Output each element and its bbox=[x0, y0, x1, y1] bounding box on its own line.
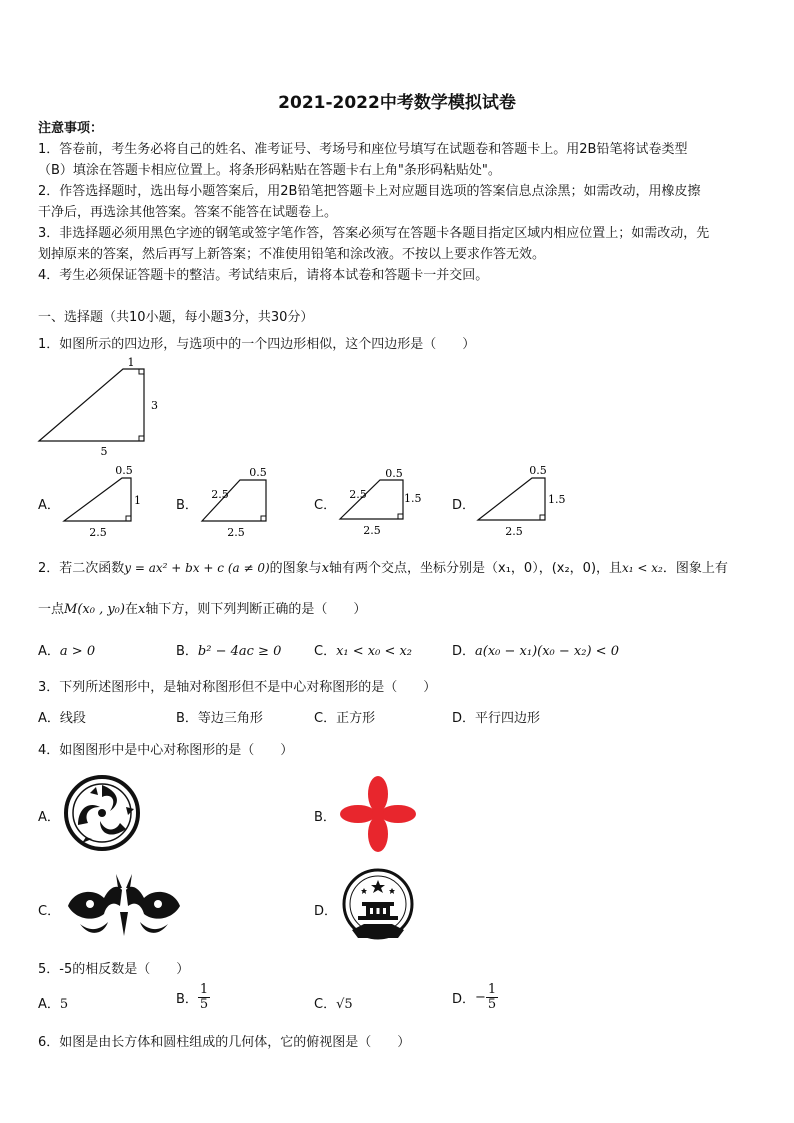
q1-option-c-figure bbox=[336, 462, 426, 542]
q2-option-d: D．a(x₀ − x₁)(x₀ − x₂) < 0 bbox=[452, 644, 619, 659]
red-four-petal-flower-icon bbox=[336, 772, 420, 856]
q2-function: y = ax² + bx + c (a ≠ 0) bbox=[124, 561, 270, 575]
notice-line: 1．答卷前，考生务必将自己的姓名、准考证号、考场号和座位号填写在试题卷和答题卡上。用2B铅笔将试卷类型 bbox=[38, 142, 688, 157]
notice-line: 2．作答选择题时，选出每小题答案后，用2B铅笔把答题卡上对应题目选项的答案信息点涂黑；如需改动，用橡皮擦 bbox=[38, 184, 701, 199]
q3-option-a: A．线段 bbox=[38, 711, 86, 726]
svg-text:2.5: 2.5 bbox=[89, 526, 107, 539]
q5-option-a: A．5 bbox=[38, 997, 69, 1012]
q1-option-b-figure bbox=[198, 462, 288, 542]
q1-bottom-label: 5 bbox=[100, 445, 108, 458]
notice-heading: 注意事项： bbox=[38, 121, 104, 136]
q4-option-b-letter: B． bbox=[314, 810, 336, 825]
svg-text:2.5: 2.5 bbox=[505, 525, 523, 538]
svg-text:0.5: 0.5 bbox=[249, 466, 267, 479]
q3-option-c: C．正方形 bbox=[314, 711, 376, 726]
q3-option-b: B．等边三角形 bbox=[176, 711, 263, 726]
q2-point: M(x₀ , y₀) bbox=[64, 602, 125, 617]
q1-option-c-letter: C． bbox=[314, 498, 337, 513]
question-1-stem: 1．如图所示的四边形，与选项中的一个四边形相似，这个四边形是（ ） bbox=[38, 337, 476, 352]
q4-option-c-letter: C． bbox=[38, 904, 61, 919]
q1-option-b-letter: B． bbox=[176, 498, 198, 513]
q5-option-d: D．− $\frac{1}{5}$ bbox=[452, 982, 497, 1012]
notice-line: 划掉原来的答案，然后再写上新答案；不准使用铅笔和涂改液。不按以上要求作答无效。 bbox=[38, 247, 546, 262]
notice-line: 干净后，再选涂其他答案。答案不能答在试题卷上。 bbox=[38, 205, 338, 220]
q1-main-trapezoid bbox=[36, 355, 166, 460]
svg-text:2.5: 2.5 bbox=[363, 524, 381, 537]
svg-text:0.5: 0.5 bbox=[115, 464, 133, 477]
svg-text:0.5: 0.5 bbox=[529, 464, 547, 477]
q5-option-b: B． $\frac{1}{5}$ bbox=[176, 982, 209, 1012]
question-2-line2: 一点M(x₀ , y₀)在x轴下方，则下列判断正确的是（ ） bbox=[38, 602, 367, 617]
q1-option-d-letter: D． bbox=[452, 498, 476, 513]
twin-birds-papercut-icon bbox=[60, 866, 188, 946]
svg-text:2.5: 2.5 bbox=[349, 488, 367, 501]
svg-text:2.5: 2.5 bbox=[211, 488, 229, 501]
notice-line: （B）填涂在答题卡相应位置上。将条形码粘贴在答题卡右上角"条形码粘贴处"。 bbox=[38, 163, 501, 178]
notice-line: 4．考生必须保证答题卡的整洁。考试结束后，请将本试卷和答题卡一并交回。 bbox=[38, 268, 489, 283]
question-5-stem: 5．-5的相反数是（ ） bbox=[38, 962, 190, 977]
q1-option-a-figure bbox=[60, 462, 150, 542]
svg-text:0.5: 0.5 bbox=[385, 467, 403, 480]
q4-option-d-letter: D． bbox=[314, 904, 338, 919]
q3-option-d: D．平行四边形 bbox=[452, 711, 541, 726]
notice-line: 3．非选择题必须用黑色字迹的钢笔或签字笔作答，答案必须写在答题卡各题目指定区域内相应位置上；如需改动，先 bbox=[38, 226, 710, 241]
question-4-stem: 4．如图图形中是中心对称图形的是（ ） bbox=[38, 743, 294, 758]
question-6-stem: 6．如图是由长方体和圆柱组成的几何体，它的俯视图是（ ） bbox=[38, 1035, 411, 1050]
section-heading: 一、选择题（共10小题，每小题3分，共30分） bbox=[38, 310, 314, 325]
question-3-stem: 3．下列所述图形中，是轴对称图形但不是中心对称图形的是（ ） bbox=[38, 680, 437, 695]
q2-option-c: C．x₁ < x₀ < x₂ bbox=[314, 644, 413, 659]
q5-option-c: C．√5 bbox=[314, 997, 353, 1012]
question-2-line1: 2．若二次函数y = ax² + bx + c (a ≠ 0)的图象与x轴有两个交点，坐标分别是（x₁，0），(x₂，0)，且x₁ < x₂．图象上有 bbox=[38, 561, 728, 576]
svg-text:1.5: 1.5 bbox=[548, 493, 566, 506]
svg-text:1.5: 1.5 bbox=[404, 492, 422, 505]
svg-text:1: 1 bbox=[134, 494, 141, 507]
page-title: 2021-2022中考数学模拟试卷 bbox=[278, 93, 516, 113]
q1-right-label: 3 bbox=[151, 399, 158, 412]
svg-text:2.5: 2.5 bbox=[227, 526, 245, 539]
q2-option-a: A．a > 0 bbox=[38, 644, 96, 659]
q4-option-a-letter: A． bbox=[38, 810, 60, 825]
q1-top-label: 1 bbox=[127, 356, 135, 369]
q1-option-d-figure bbox=[474, 462, 574, 542]
national-emblem-icon bbox=[338, 864, 418, 948]
q2-option-b: B．b² − 4ac ≥ 0 bbox=[176, 644, 282, 659]
q1-option-a-letter: A． bbox=[38, 498, 60, 513]
triskelion-emblem-icon bbox=[60, 773, 144, 853]
